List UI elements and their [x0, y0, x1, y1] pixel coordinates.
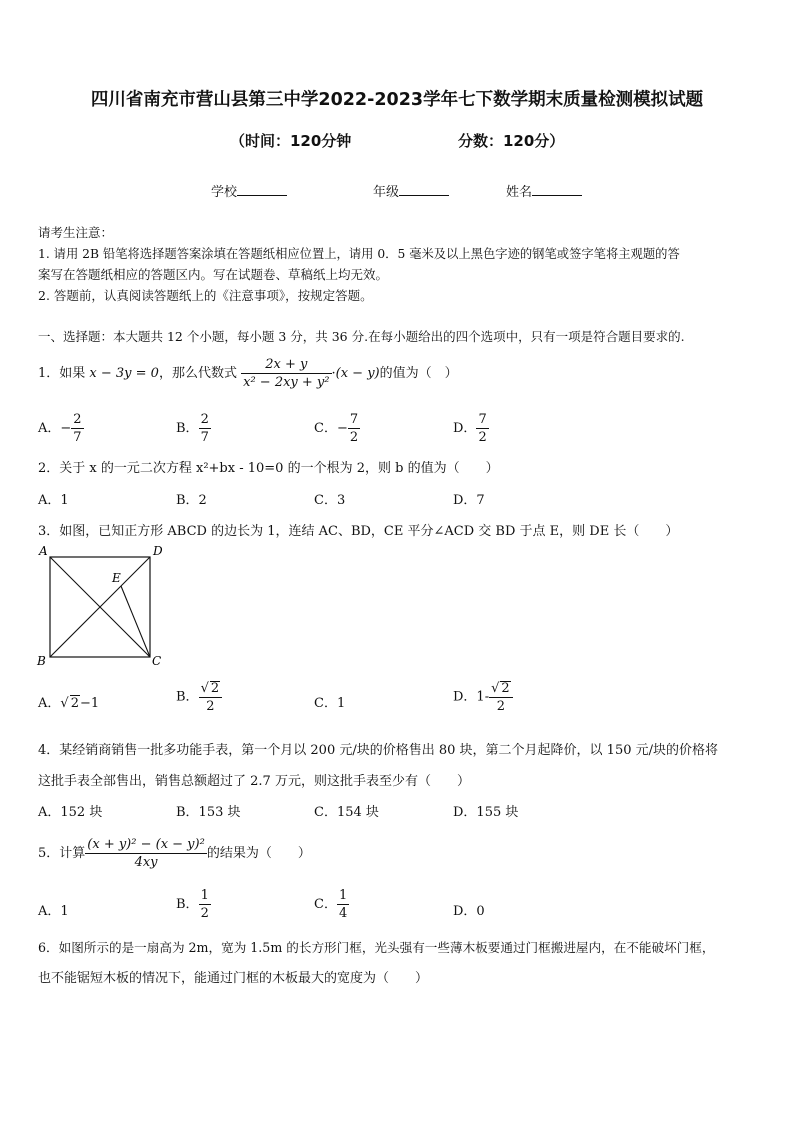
- exam-score: 分数：120分）: [458, 132, 565, 150]
- sqrt-symbol: √: [200, 681, 209, 696]
- q4-option-a[interactable]: A．152 块: [38, 805, 103, 820]
- minus-sign: −: [60, 421, 72, 436]
- option-label: D．: [453, 421, 477, 436]
- q5-c-fraction: [337, 889, 349, 920]
- numerator: 2: [73, 412, 82, 427]
- notes-line-2: 2. 答题前，认真阅读答题纸上的《注意事项》，按规定答题。: [38, 288, 373, 303]
- q1-suffix: 的值为（ ）: [379, 366, 458, 381]
- radicand: 2: [501, 681, 510, 696]
- question-4-line-2: 这批手表全部售出，销售总额超过了 2.7 万元，则这批手表至少有（ ）: [38, 774, 470, 789]
- q5-b-fraction: [199, 889, 211, 920]
- numerator: 7: [349, 412, 359, 427]
- option-label: C．: [314, 897, 337, 912]
- denominator: 2: [200, 906, 209, 921]
- option-label: D．1-: [453, 689, 490, 705]
- q2-option-b[interactable]: B．2: [176, 493, 207, 508]
- q1-fraction: [241, 358, 331, 389]
- grade-blank: [399, 183, 449, 196]
- denominator: 4: [338, 906, 348, 921]
- school-blank: [237, 183, 287, 196]
- q5-option-d[interactable]: D．0: [453, 904, 485, 919]
- q3-option-b[interactable]: [176, 681, 222, 713]
- question-6-line-1: 6．如图所示的是一扇高为 2m，宽为 1.5m 的长方形门框，光头强有一些薄木板要通过门框搬进屋内，在不能破坏门框，: [38, 940, 715, 955]
- q3-option-d[interactable]: [453, 681, 513, 713]
- page-title: 四川省南充市营山县第三中学2022-2023学年七下数学期末质量检测模拟试题: [90, 90, 704, 110]
- numerator: 1: [200, 888, 209, 903]
- q3-b-fraction: [199, 681, 223, 713]
- denominator: 7: [73, 430, 82, 445]
- exam-time: （时间：120分钟: [230, 132, 352, 150]
- grade-label: 年级: [373, 185, 400, 200]
- numerator: [199, 681, 223, 698]
- name-blank: [532, 183, 582, 196]
- denominator: 2: [478, 430, 487, 445]
- q3-a-rest: −1: [79, 696, 100, 711]
- q1-condition: x − 3y = 0: [89, 366, 159, 381]
- notes-line-1b: 案写在答题纸相应的答题区内。写在试题卷、草稿纸上均无效。: [38, 267, 389, 282]
- name-field: [506, 181, 582, 200]
- grade-field: [373, 181, 449, 200]
- option-label: B．: [176, 421, 199, 436]
- q1-prefix: 1．如果: [38, 366, 86, 381]
- q5-option-a[interactable]: A．1: [38, 904, 69, 919]
- denominator: 2: [206, 699, 215, 714]
- q1-d-fraction: [476, 413, 488, 444]
- q3-option-c[interactable]: C．1: [314, 696, 346, 711]
- q4-option-c[interactable]: C．154 块: [314, 805, 379, 820]
- question-3: 3．如图，已知正方形 ABCD 的边长为 1，连结 AC、BD，CE 平分∠ACD 交 BD 于点 E，则 DE 长（ ）: [38, 524, 679, 539]
- q1-mid: ，那么代数式: [158, 366, 237, 381]
- q1-denominator: x² − 2xy + y²: [243, 375, 330, 390]
- option-label: A．: [38, 696, 61, 711]
- vertex-a: A: [39, 544, 48, 558]
- denominator: 7: [200, 430, 209, 445]
- q5-denominator: 4xy: [134, 855, 158, 870]
- school-field: [211, 181, 287, 200]
- q3-d-fraction: [489, 681, 513, 713]
- radicand: 2: [70, 696, 79, 711]
- q4-option-d[interactable]: D．155 块: [453, 805, 519, 820]
- q3-option-a[interactable]: [38, 692, 99, 711]
- question-1: [38, 358, 458, 389]
- numerator: [489, 681, 513, 698]
- numerator: 7: [478, 412, 487, 427]
- q5-option-c[interactable]: [314, 889, 349, 920]
- option-label: C．: [314, 421, 337, 436]
- option-label: B．: [176, 897, 199, 912]
- name-label: 姓名: [506, 185, 533, 200]
- vertex-c: C: [152, 654, 162, 668]
- point-e: E: [112, 571, 121, 585]
- q1-option-d[interactable]: [453, 413, 489, 444]
- q2-option-d[interactable]: D．7: [453, 493, 485, 508]
- q2-option-c[interactable]: C．3: [314, 493, 346, 508]
- q5-suffix: 的结果为（ ）: [206, 846, 311, 861]
- section-heading: 一、选择题：本大题共 12 个小题，每小题 3 分，共 36 分.在每小题给出的四个选项中，只有一项是符合题目要求的.: [38, 329, 685, 344]
- vertex-d: D: [153, 544, 163, 558]
- segment-ce: [121, 586, 150, 657]
- numerator: 2: [200, 412, 209, 427]
- option-label: A．: [38, 421, 61, 436]
- notes-line-1a: 1. 请用 2B 铅笔将选择题答案涂填在答题纸相应位置上，请用 0．5 毫米及以上黑色字迹的钢笔或签字笔将主观题的答: [38, 247, 680, 261]
- q1-numerator: 2x + y: [241, 358, 331, 374]
- q1-a-fraction: [71, 413, 83, 444]
- square-diagram: [36, 543, 168, 669]
- q1-dot: ·: [331, 366, 336, 381]
- q1-b-fraction: [199, 413, 211, 444]
- q1-option-b[interactable]: [176, 413, 211, 444]
- question-4-line-1: 4．某经销商销售一批多功能手表，第一个月以 200 元/块的价格售出 80 块，第二个月起降价，以 150 元/块的价格将: [38, 743, 718, 758]
- numerator: 1: [338, 888, 348, 903]
- question-5: [38, 838, 311, 869]
- question-6-line-2: 也不能锯短木板的情况下，能通过门框的木板最大的宽度为（ ）: [38, 971, 429, 986]
- q4-option-b[interactable]: B．153 块: [176, 805, 241, 820]
- radicand: 2: [210, 681, 220, 696]
- question-2: 2．关于 x 的一元二次方程 x²+bx - 10=0 的一个根为 2，则 b 的值为（ ）: [38, 461, 499, 476]
- notes-heading: 请考生注意：: [38, 225, 114, 240]
- denominator: 2: [349, 430, 359, 445]
- school-label: 学校: [211, 185, 238, 200]
- denominator: 2: [496, 699, 506, 714]
- q1-c-fraction: [348, 413, 360, 444]
- sqrt-symbol: √: [491, 681, 500, 696]
- q5-fraction: [85, 838, 207, 869]
- q1-option-a[interactable]: [38, 413, 84, 444]
- q5-option-b[interactable]: [176, 889, 211, 920]
- q5-prefix: 5．计算: [38, 846, 86, 861]
- q1-option-c[interactable]: [314, 413, 360, 444]
- q1-factor: (x − y): [335, 366, 380, 381]
- q5-numerator: (x + y)² − (x − y)²: [87, 837, 205, 852]
- minus-sign: −: [336, 421, 348, 436]
- q2-option-a[interactable]: A．1: [38, 493, 69, 508]
- sqrt-symbol: √: [60, 696, 69, 711]
- vertex-b: B: [37, 654, 46, 668]
- option-label: B．: [176, 689, 199, 705]
